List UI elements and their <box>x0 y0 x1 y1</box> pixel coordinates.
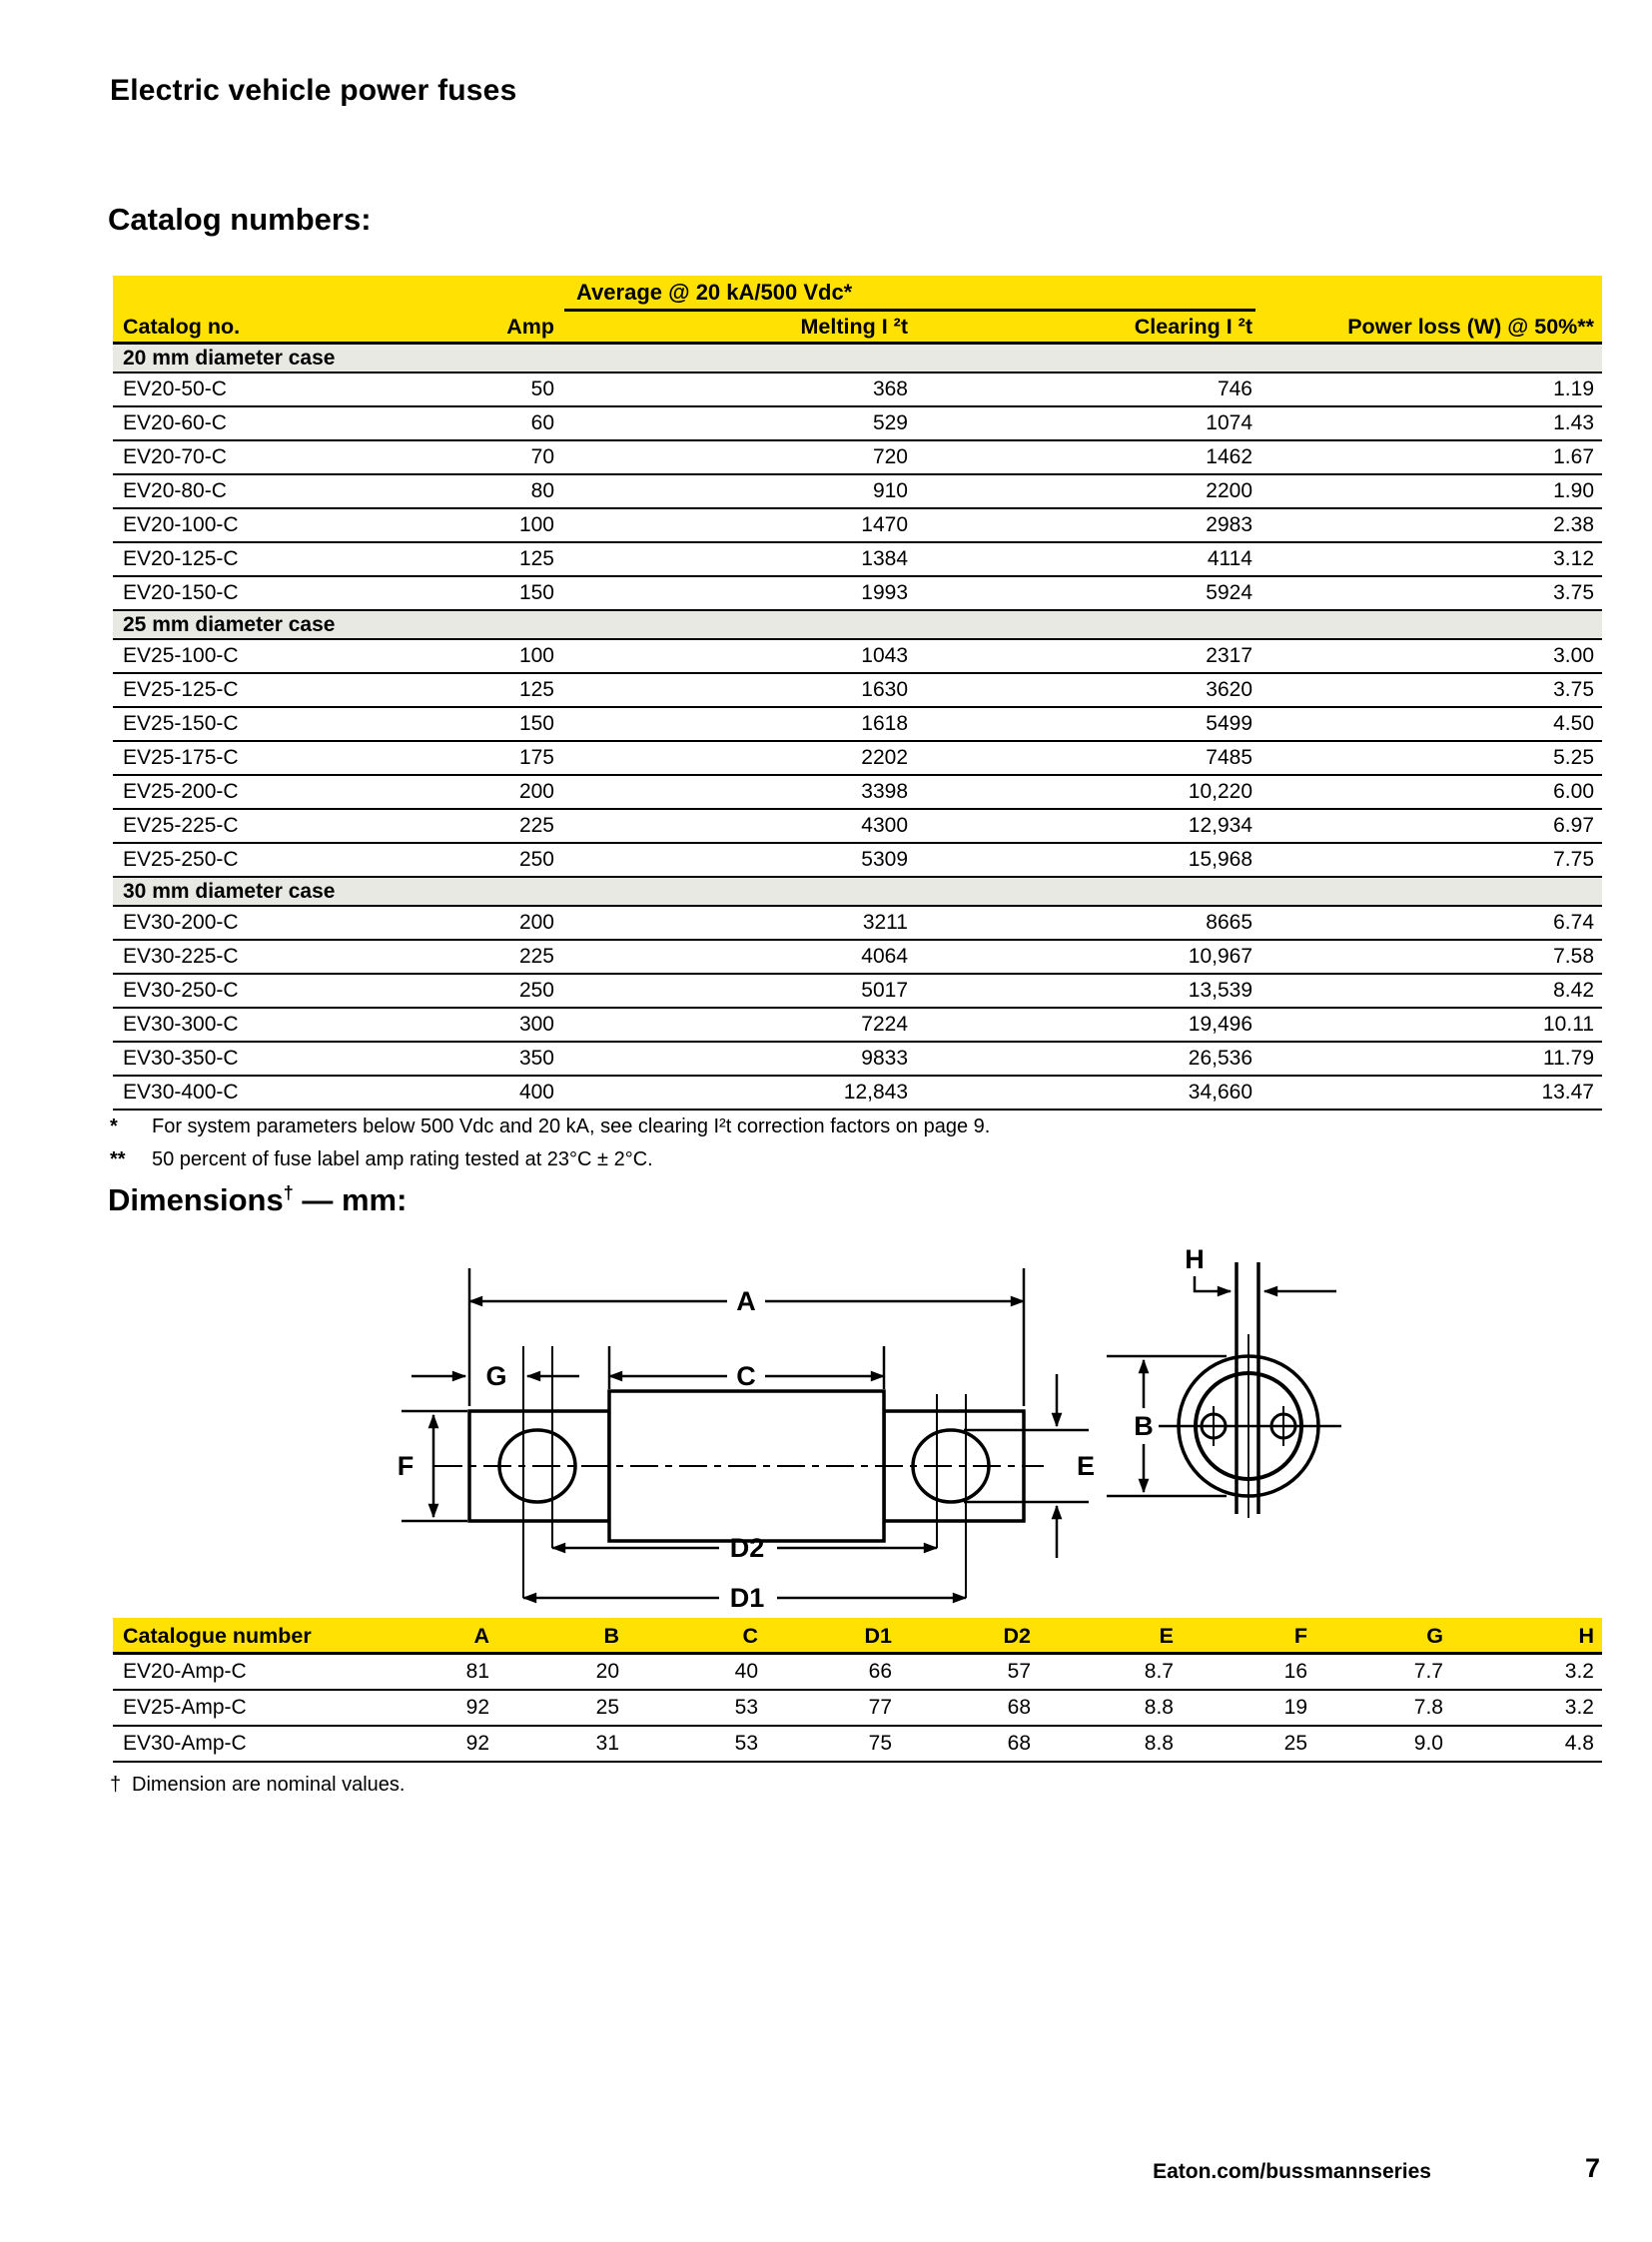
dim-label-H: H <box>1185 1246 1205 1274</box>
catalog-no-cell: EV30-200-C <box>123 911 239 934</box>
dimension-value-cell: 75 <box>868 1732 892 1755</box>
value-cell: 11.79 <box>1543 1047 1594 1070</box>
value-cell: 300 <box>518 1013 554 1036</box>
value-cell: 5499 <box>1206 712 1252 735</box>
dim-label-D1: D1 <box>729 1583 765 1613</box>
value-cell: 250 <box>518 979 554 1002</box>
value-cell: 34,660 <box>1188 1081 1252 1104</box>
table-row <box>113 844 1602 878</box>
value-cell: 200 <box>518 780 554 803</box>
value-cell: 13,539 <box>1188 979 1252 1002</box>
dim-label-D2: D2 <box>729 1533 765 1563</box>
value-cell: 1043 <box>861 644 908 667</box>
dimension-value-cell: 8.7 <box>1144 1660 1174 1683</box>
value-cell: 6.74 <box>1553 911 1594 934</box>
dim-label-C: C <box>736 1361 756 1391</box>
catalog-no-cell: EV25-100-C <box>123 644 239 667</box>
value-cell: 250 <box>518 848 554 871</box>
col-header-power-loss: Power loss (W) @ 50%** <box>1347 315 1594 339</box>
catalog-no-cell: EV30-250-C <box>123 979 239 1002</box>
col-header-catalogue-number: Catalogue number <box>123 1624 312 1648</box>
catalog-no-cell: EV20-125-C <box>123 547 239 570</box>
value-cell: 910 <box>872 479 908 502</box>
table-row <box>113 509 1602 543</box>
dimension-value-cell: 53 <box>734 1696 758 1719</box>
value-cell: 8.42 <box>1553 979 1594 1002</box>
footnote-text: Dimension are nominal values. <box>132 1774 406 1796</box>
value-cell: 6.00 <box>1553 780 1594 803</box>
section-label: 20 mm diameter case <box>123 347 336 370</box>
dimension-value-cell: 66 <box>868 1660 892 1683</box>
value-cell: 746 <box>1217 377 1252 400</box>
col-header-E: E <box>1159 1624 1174 1648</box>
section-header-row <box>113 345 1602 374</box>
value-cell: 2317 <box>1206 644 1252 667</box>
dimension-value-cell: 8.8 <box>1144 1696 1174 1719</box>
catalog-table-body <box>113 345 1602 1111</box>
table-row <box>113 776 1602 810</box>
value-cell: 5017 <box>861 979 908 1002</box>
table-row <box>113 674 1602 708</box>
value-cell: 125 <box>518 678 554 701</box>
value-cell: 1384 <box>861 547 908 570</box>
col-header-melting: Melting I ²t <box>800 315 908 339</box>
dimension-value-cell: 81 <box>465 1660 489 1683</box>
table-row <box>113 407 1602 441</box>
value-cell: 400 <box>518 1081 554 1104</box>
col-header-amp: Amp <box>506 315 554 339</box>
catalog-table-header <box>113 276 1602 345</box>
dim-label-E: E <box>1076 1451 1096 1481</box>
catalog-no-cell: EV20-50-C <box>123 377 227 400</box>
catalog-no-cell: EV30-400-C <box>123 1081 239 1104</box>
dimension-value-cell: 4.8 <box>1564 1732 1594 1755</box>
catalog-no-cell: EV25-200-C <box>123 780 239 803</box>
value-cell: 26,536 <box>1188 1047 1252 1070</box>
footer-url[interactable]: Eaton.com/bussmannseries <box>1153 2160 1431 2183</box>
col-header-D2: D2 <box>1003 1624 1031 1648</box>
value-cell: 9833 <box>861 1047 908 1070</box>
dimension-value-cell: 53 <box>734 1732 758 1755</box>
value-cell: 7485 <box>1206 746 1252 769</box>
dimension-value-cell: 68 <box>1007 1732 1031 1755</box>
value-cell: 2200 <box>1206 479 1252 502</box>
dimension-value-cell: 19 <box>1283 1696 1307 1719</box>
value-cell: 175 <box>518 746 554 769</box>
value-cell: 8665 <box>1206 911 1252 934</box>
dimension-value-cell: 40 <box>734 1660 758 1683</box>
section-label: 30 mm diameter case <box>123 880 336 903</box>
value-cell: 1.43 <box>1553 411 1594 434</box>
fuse-end-view <box>1159 1262 1341 1518</box>
dimensions-heading-text: Dimensions <box>108 1182 284 1217</box>
table-row <box>113 1077 1602 1111</box>
catalog-no-cell: EV25-250-C <box>123 848 239 871</box>
value-cell: 3.75 <box>1553 678 1594 701</box>
value-cell: 4300 <box>861 814 908 837</box>
table-row <box>113 1009 1602 1043</box>
page-number: 7 <box>1584 2153 1600 2183</box>
col-header-B: B <box>603 1624 619 1648</box>
table-row <box>113 708 1602 742</box>
value-cell: 1074 <box>1206 411 1252 434</box>
catalogue-number-cell: EV30-Amp-C <box>123 1732 247 1755</box>
value-cell: 12,843 <box>843 1081 908 1104</box>
value-cell: 7224 <box>861 1013 908 1036</box>
footnote-power-loss <box>110 1148 653 1171</box>
col-header-A: A <box>473 1624 489 1648</box>
dimensions-header-row <box>113 1618 1602 1655</box>
value-cell: 368 <box>872 377 908 400</box>
avg-spanner-underline <box>564 309 1255 312</box>
dimension-value-cell: 7.7 <box>1413 1660 1443 1683</box>
footnote-text: For system parameters below 500 Vdc and 20 kA, see clearing I²t correction factors on page 9. <box>152 1116 991 1137</box>
table-row <box>113 742 1602 776</box>
catalog-no-cell: EV20-150-C <box>123 581 239 604</box>
value-cell: 4.50 <box>1553 712 1594 735</box>
footnote-clearing <box>110 1116 990 1138</box>
value-cell: 4114 <box>1207 547 1252 570</box>
value-cell: 1630 <box>861 678 908 701</box>
dimensions-heading-dagger: † <box>283 1182 294 1203</box>
dimensions-heading <box>108 1182 407 1218</box>
dimension-value-cell: 92 <box>465 1696 489 1719</box>
value-cell: 10.11 <box>1543 1013 1594 1036</box>
catalog-no-cell: EV20-60-C <box>123 411 227 434</box>
footnote-mark: * <box>110 1116 118 1137</box>
value-cell: 3620 <box>1206 678 1252 701</box>
value-cell: 3211 <box>862 911 908 934</box>
section-label: 25 mm diameter case <box>123 613 336 636</box>
table-row <box>113 1691 1602 1727</box>
avg-spanner-label: Average @ 20 kA/500 Vdc* <box>576 280 853 305</box>
table-row <box>113 543 1602 577</box>
catalog-no-cell: EV20-80-C <box>123 479 227 502</box>
dimension-value-cell: 31 <box>595 1732 619 1755</box>
value-cell: 125 <box>518 547 554 570</box>
value-cell: 1.19 <box>1553 377 1594 400</box>
table-row <box>113 374 1602 407</box>
value-cell: 225 <box>518 814 554 837</box>
col-header-catalog-no: Catalog no. <box>123 315 241 339</box>
catalogue-number-cell: EV20-Amp-C <box>123 1660 247 1683</box>
page-title: Electric vehicle power fuses <box>110 74 517 107</box>
value-cell: 3.00 <box>1553 644 1594 667</box>
dimension-value-cell: 68 <box>1007 1696 1031 1719</box>
table-row <box>113 975 1602 1009</box>
col-header-H: H <box>1578 1624 1594 1648</box>
dimension-value-cell: 25 <box>1283 1732 1307 1755</box>
catalog-no-cell: EV30-350-C <box>123 1047 239 1070</box>
value-cell: 60 <box>530 411 554 434</box>
value-cell: 19,496 <box>1188 1013 1252 1036</box>
table-row <box>113 475 1602 509</box>
value-cell: 2202 <box>861 746 908 769</box>
dim-label-F: F <box>397 1451 414 1481</box>
catalog-no-cell: EV30-300-C <box>123 1013 239 1036</box>
dim-H <box>1195 1276 1336 1291</box>
dimension-value-cell: 92 <box>465 1732 489 1755</box>
col-header-F: F <box>1293 1624 1307 1648</box>
value-cell: 13.47 <box>1541 1081 1594 1104</box>
section-header-row <box>113 611 1602 640</box>
table-row <box>113 441 1602 475</box>
value-cell: 5924 <box>1206 581 1252 604</box>
dim-label-G: G <box>485 1361 507 1391</box>
table-row <box>113 577 1602 611</box>
value-cell: 70 <box>530 445 554 468</box>
section-header-row <box>113 878 1602 907</box>
value-cell: 350 <box>518 1047 554 1070</box>
catalog-no-cell: EV25-125-C <box>123 678 239 701</box>
catalog-no-cell: EV25-150-C <box>123 712 239 735</box>
col-header-D1: D1 <box>864 1624 892 1648</box>
value-cell: 3398 <box>861 780 908 803</box>
value-cell: 150 <box>518 712 554 735</box>
value-cell: 12,934 <box>1188 814 1252 837</box>
dim-label-A: A <box>736 1286 756 1316</box>
col-header-clearing: Clearing I ²t <box>1134 315 1252 339</box>
column-header-row <box>113 313 1602 342</box>
value-cell: 720 <box>872 445 908 468</box>
value-cell: 5.25 <box>1553 746 1594 769</box>
value-cell: 100 <box>518 513 554 536</box>
value-cell: 10,967 <box>1188 945 1252 968</box>
col-header-C: C <box>742 1624 758 1648</box>
catalog-no-cell: EV20-100-C <box>123 513 239 536</box>
dim-label-B: B <box>1134 1411 1154 1441</box>
value-cell: 3.75 <box>1553 581 1594 604</box>
table-row <box>113 1655 1602 1691</box>
dimensions-table <box>113 1618 1602 1763</box>
footnote-mark: † <box>110 1774 122 1796</box>
value-cell: 150 <box>518 581 554 604</box>
value-cell: 1618 <box>861 712 908 735</box>
table-row <box>113 941 1602 975</box>
dimension-value-cell: 3.2 <box>1564 1696 1594 1719</box>
value-cell: 1470 <box>861 513 908 536</box>
dimension-value-cell: 7.8 <box>1413 1696 1443 1719</box>
dimension-value-cell: 25 <box>595 1696 619 1719</box>
catalog-table <box>113 276 1602 1111</box>
table-row <box>113 1727 1602 1763</box>
catalog-no-cell: EV20-70-C <box>123 445 227 468</box>
value-cell: 4064 <box>861 945 908 968</box>
value-cell: 200 <box>518 911 554 934</box>
value-cell: 6.97 <box>1553 814 1594 837</box>
dimension-value-cell: 9.0 <box>1413 1732 1443 1755</box>
col-header-G: G <box>1426 1624 1443 1648</box>
value-cell: 1.67 <box>1553 445 1594 468</box>
fuse-dimension-diagram <box>390 1246 1358 1621</box>
value-cell: 529 <box>872 411 908 434</box>
dimension-value-cell: 77 <box>868 1696 892 1719</box>
dimension-value-cell: 3.2 <box>1564 1660 1594 1683</box>
table-row <box>113 907 1602 941</box>
value-cell: 10,220 <box>1188 780 1252 803</box>
dimensions-heading-units: — mm: <box>293 1182 408 1217</box>
table-row <box>113 640 1602 674</box>
footnote-dimensions <box>110 1774 405 1797</box>
catalog-no-cell: EV25-175-C <box>123 746 239 769</box>
dimension-value-cell: 57 <box>1007 1660 1031 1683</box>
dimension-value-cell: 20 <box>595 1660 619 1683</box>
value-cell: 15,968 <box>1188 848 1252 871</box>
catalog-numbers-heading: Catalog numbers: <box>108 202 372 237</box>
value-cell: 2983 <box>1206 513 1252 536</box>
footnote-text: 50 percent of fuse label amp rating tested at 23°C ± 2°C. <box>152 1148 653 1170</box>
value-cell: 7.75 <box>1553 848 1594 871</box>
dimensions-table-body <box>113 1655 1602 1763</box>
table-row <box>113 810 1602 844</box>
catalog-no-cell: EV25-225-C <box>123 814 239 837</box>
value-cell: 3.12 <box>1553 547 1594 570</box>
value-cell: 5309 <box>861 848 908 871</box>
value-cell: 1.90 <box>1553 479 1594 502</box>
table-row <box>113 1043 1602 1077</box>
value-cell: 50 <box>530 377 554 400</box>
value-cell: 100 <box>518 644 554 667</box>
dimension-value-cell: 8.8 <box>1144 1732 1174 1755</box>
value-cell: 1993 <box>861 581 908 604</box>
catalogue-number-cell: EV25-Amp-C <box>123 1696 247 1719</box>
value-cell: 225 <box>518 945 554 968</box>
dimension-value-cell: 16 <box>1283 1660 1307 1683</box>
catalog-no-cell: EV30-225-C <box>123 945 239 968</box>
value-cell: 2.38 <box>1553 513 1594 536</box>
value-cell: 7.58 <box>1553 945 1594 968</box>
value-cell: 80 <box>530 479 554 502</box>
value-cell: 1462 <box>1206 445 1252 468</box>
footnote-mark: ** <box>110 1148 126 1170</box>
